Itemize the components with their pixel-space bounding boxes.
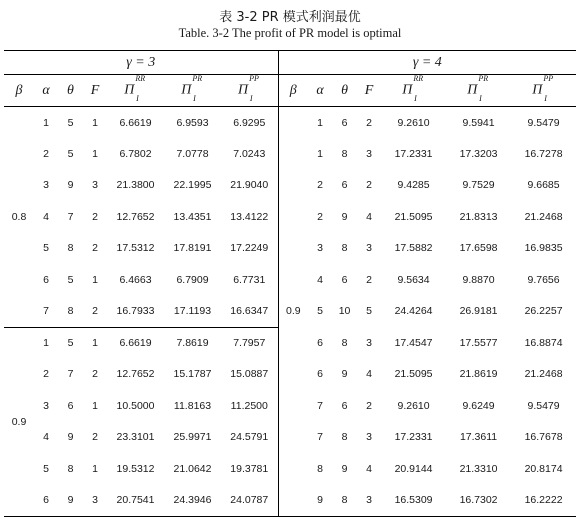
left-theta-cell: 8 [58, 296, 83, 328]
right-f-cell: 3 [366, 336, 372, 349]
left-header-pi-rr [107, 75, 164, 107]
left-alpha-cell: 7 [34, 296, 58, 328]
right-pi-pr-cell: 16.7302 [446, 485, 511, 517]
right-alpha-cell: 9 [308, 485, 332, 517]
pi-symbol: $\Pi^{PR}_I$ [467, 74, 489, 103]
right-pi-pr-cell: 9.8870 [462, 273, 495, 286]
left-theta-cell: 9 [67, 179, 74, 192]
left-alpha-cell: 1 [43, 337, 49, 349]
right-header-pi-pr [446, 75, 511, 107]
right-theta-cell: 6 [341, 116, 348, 129]
left-alpha-cell: 4 [43, 210, 49, 223]
left-theta-cell: 7 [67, 210, 74, 223]
left-pi-pr-cell: 22.1995 [173, 179, 212, 192]
left-f-cell: 2 [92, 242, 98, 255]
left-pi-rr-cell: 21.3800 [116, 179, 155, 192]
pi-symbol: $\Pi^{PP}_I$ [237, 74, 259, 103]
left-header-alpha: α [34, 75, 58, 107]
left-alpha-cell: 1 [43, 116, 49, 129]
right-pi-pp-cell: 16.2222 [511, 485, 576, 517]
table-caption-chinese: 表 3-2 PR 模式利润最优 [219, 10, 361, 25]
right-theta-cell: 8 [341, 242, 348, 255]
left-pi-rr-cell: 6.6619 [119, 116, 152, 129]
left-theta-cell: 8 [67, 462, 74, 475]
right-pi-pp-cell: 9.5479 [527, 399, 560, 412]
right-header-pi-pp [511, 75, 576, 107]
left-pi-pp-cell: 11.2500 [221, 390, 278, 422]
right-theta-cell: 9 [341, 368, 348, 381]
left-f-cell: 3 [83, 485, 107, 517]
left-theta-cell: 5 [67, 337, 74, 349]
left-theta-cell: 6 [67, 399, 74, 412]
table-row [4, 107, 576, 139]
right-theta-cell: 8 [341, 147, 348, 160]
right-pi-rr-cell: 17.4547 [394, 336, 433, 349]
left-pi-pp-cell: 24.0787 [221, 485, 278, 517]
right-f-cell: 3 [366, 242, 372, 255]
right-theta-cell: 8 [332, 485, 357, 517]
left-theta-cell: 5 [67, 273, 74, 286]
left-alpha-cell: 5 [43, 242, 49, 255]
right-pi-pr-cell: 21.8619 [459, 368, 498, 381]
right-pi-pp-cell: 9.6685 [527, 179, 560, 192]
left-alpha-cell: 6 [43, 273, 49, 286]
right-theta-cell: 6 [341, 273, 348, 286]
pi-symbol: $\Pi^{RR}_I$ [402, 74, 424, 103]
right-pi-pp-cell: 16.9835 [524, 242, 563, 255]
left-alpha-cell: 6 [34, 485, 58, 517]
right-f-cell: 3 [357, 485, 381, 517]
left-f-cell: 1 [92, 273, 98, 286]
left-pi-pp-cell: 13.4122 [221, 201, 278, 233]
left-f-cell: 2 [92, 210, 98, 223]
left-f-cell: 2 [92, 368, 98, 381]
left-alpha-cell: 2 [43, 368, 49, 381]
left-alpha-cell: 2 [43, 147, 49, 160]
left-pi-pp-cell: 24.5791 [221, 422, 278, 454]
right-alpha-cell: 6 [317, 336, 323, 349]
left-pi-pr-cell: 11.8163 [173, 399, 212, 412]
left-pi-rr-cell: 12.7652 [116, 368, 155, 381]
left-pi-rr-cell: 10.5000 [116, 399, 155, 412]
right-pi-pp-cell: 16.7278 [524, 147, 563, 160]
left-f-cell: 1 [92, 462, 98, 475]
right-pi-pr-cell: 9.5941 [462, 116, 495, 129]
gamma-header-row [4, 51, 576, 75]
left-pi-pp-cell: 7.0243 [221, 138, 278, 170]
left-pi-pr-cell: 25.9971 [173, 431, 212, 444]
right-alpha-cell: 5 [317, 305, 323, 318]
right-pi-rr-cell: 20.9144 [394, 462, 433, 475]
left-pi-rr-cell: 20.7541 [107, 485, 164, 517]
left-pi-pr-cell: 6.7909 [176, 273, 209, 286]
right-pi-pr-cell: 17.5577 [459, 336, 498, 349]
right-pi-rr-cell: 21.5095 [394, 210, 433, 223]
left-f-cell: 1 [92, 147, 98, 160]
right-pi-pr-cell: 26.9181 [459, 305, 498, 318]
left-f-cell: 1 [92, 116, 98, 129]
left-pi-pr-cell: 15.1787 [173, 368, 212, 381]
right-theta-cell: 8 [341, 336, 348, 349]
right-alpha-cell: 1 [317, 147, 323, 160]
right-header-alpha: α [308, 75, 332, 107]
right-pi-pr-cell: 17.6598 [459, 242, 498, 255]
right-pi-pr-cell: 9.7529 [462, 179, 495, 192]
right-f-cell: 5 [366, 305, 372, 318]
left-alpha-cell: 4 [43, 431, 49, 444]
left-alpha-cell: 3 [43, 179, 49, 192]
right-pi-rr-cell: 17.2331 [394, 147, 433, 160]
left-pi-pr-cell: 17.1193 [164, 296, 221, 328]
left-pi-pr-cell: 7.8619 [176, 337, 209, 349]
right-pi-rr-cell: 9.4285 [397, 179, 430, 192]
right-pi-pp-cell: 16.8874 [524, 336, 563, 349]
left-pi-pp-cell: 6.9295 [221, 107, 278, 139]
left-pi-pr-cell: 7.0778 [176, 147, 209, 160]
left-pi-rr-cell: 12.7652 [116, 210, 155, 223]
left-pi-pr-cell: 13.4351 [173, 210, 212, 223]
left-f-cell: 1 [92, 399, 98, 412]
right-pi-pp-cell: 16.7678 [524, 431, 563, 444]
left-pi-pp-cell: 6.7731 [221, 264, 278, 296]
right-f-cell: 2 [366, 179, 372, 192]
right-alpha-cell: 3 [317, 242, 323, 255]
right-theta-cell: 10 [338, 305, 351, 318]
right-pi-rr-cell: 9.2610 [397, 116, 430, 129]
left-f-cell: 2 [83, 296, 107, 328]
left-pi-pp-cell: 17.2249 [221, 233, 278, 265]
right-header-theta: θ [332, 75, 357, 107]
left-header-beta: β [4, 75, 34, 107]
right-f-cell: 4 [366, 210, 372, 223]
left-theta-cell: 7 [67, 368, 74, 381]
left-pi-pr-cell: 6.9593 [176, 116, 209, 129]
gamma-right-label: γ = 4 [278, 51, 576, 75]
right-alpha-cell: 4 [317, 273, 323, 286]
right-theta-cell: 9 [341, 462, 348, 475]
left-pi-rr-cell: 6.4663 [119, 273, 152, 286]
right-pi-rr-cell: 17.5882 [394, 242, 433, 255]
right-pi-pr-cell: 17.3203 [459, 147, 498, 160]
left-beta-value: 0.9 [4, 327, 34, 516]
left-theta-cell: 5 [67, 116, 74, 129]
right-theta-cell: 8 [341, 431, 348, 444]
left-theta-cell: 9 [58, 485, 83, 517]
left-pi-rr-cell: 17.5312 [116, 242, 155, 255]
right-pi-rr-cell: 21.5095 [394, 368, 433, 381]
left-alpha-cell: 3 [43, 399, 49, 412]
right-alpha-cell: 2 [317, 179, 323, 192]
right-pi-rr-cell: 16.5309 [381, 485, 446, 517]
left-f-cell: 2 [92, 431, 98, 444]
left-pi-pr-cell: 21.0642 [173, 462, 212, 475]
left-beta-value: 0.8 [4, 107, 34, 328]
right-theta-cell: 6 [341, 399, 348, 412]
right-alpha-cell: 7 [317, 431, 323, 444]
left-pi-rr-cell: 6.6619 [119, 337, 152, 349]
right-pi-pp-cell: 21.2468 [524, 368, 563, 381]
right-alpha-cell: 2 [317, 210, 323, 223]
right-f-cell: 2 [366, 116, 372, 129]
right-alpha-cell: 8 [317, 462, 323, 475]
right-pi-rr-cell: 9.2610 [397, 399, 430, 412]
right-pi-pr-cell: 17.3611 [459, 431, 498, 444]
right-pi-pr-cell: 21.3310 [459, 462, 498, 475]
left-alpha-cell: 5 [43, 462, 49, 475]
right-f-cell: 2 [366, 399, 372, 412]
right-f-cell: 3 [366, 147, 372, 160]
left-header-f: F [83, 75, 107, 107]
right-theta-cell: 9 [341, 210, 348, 223]
right-header-beta: β [278, 75, 308, 107]
right-pi-pp-cell: 9.5479 [527, 116, 560, 129]
column-header-row [4, 75, 576, 107]
right-header-f: F [357, 75, 381, 107]
right-pi-pp-cell: 20.8174 [524, 462, 563, 475]
pi-symbol: $\Pi^{PR}_I$ [181, 74, 203, 103]
left-header-pi-pr [164, 75, 221, 107]
left-header-theta: θ [58, 75, 83, 107]
right-alpha-cell: 1 [317, 116, 323, 129]
left-pi-rr-cell: 16.7933 [107, 296, 164, 328]
right-f-cell: 4 [366, 462, 372, 475]
right-header-pi-rr [381, 75, 446, 107]
right-alpha-cell: 7 [317, 399, 323, 412]
left-theta-cell: 8 [67, 242, 74, 255]
left-f-cell: 1 [92, 337, 98, 349]
left-pi-pp-cell: 16.6347 [221, 296, 278, 328]
right-f-cell: 4 [366, 368, 372, 381]
left-pi-pp-cell: 15.0887 [221, 359, 278, 391]
right-pi-pp-cell: 21.2468 [524, 210, 563, 223]
right-pi-rr-cell: 9.5634 [397, 273, 430, 286]
left-pi-rr-cell: 6.7802 [119, 147, 152, 160]
right-theta-cell: 6 [341, 179, 348, 192]
left-header-pi-pp [221, 75, 278, 107]
right-f-cell: 2 [366, 273, 372, 286]
left-pi-rr-cell: 19.5312 [116, 462, 155, 475]
right-pi-pr-cell: 21.8313 [459, 210, 498, 223]
left-pi-pp-cell: 7.7957 [221, 327, 278, 359]
right-beta-value: 0.9 [278, 107, 308, 517]
right-f-cell: 3 [366, 431, 372, 444]
left-pi-pp-cell: 21.9040 [221, 170, 278, 202]
table-caption-english: Table. 3-2 The profit of PR model is optimal [178, 26, 402, 40]
pi-symbol: $\Pi^{PP}_I$ [532, 74, 554, 103]
gamma-left-label: γ = 3 [4, 51, 278, 75]
right-pi-rr-cell: 24.4264 [394, 305, 433, 318]
left-f-cell: 3 [92, 179, 98, 192]
left-theta-cell: 5 [67, 147, 74, 160]
profit-table [4, 50, 576, 517]
left-pi-rr-cell: 23.3101 [116, 431, 155, 444]
left-pi-pr-cell: 24.3946 [164, 485, 221, 517]
right-pi-pr-cell: 9.6249 [462, 399, 495, 412]
right-pi-pp-cell: 26.2257 [524, 305, 563, 318]
pi-symbol: $\Pi^{RR}_I$ [124, 74, 146, 103]
right-pi-pp-cell: 9.7656 [527, 273, 560, 286]
right-alpha-cell: 6 [317, 368, 323, 381]
left-pi-pp-cell: 19.3781 [221, 453, 278, 485]
left-theta-cell: 9 [67, 431, 74, 444]
right-pi-rr-cell: 17.2331 [394, 431, 433, 444]
left-pi-pr-cell: 17.8191 [173, 242, 212, 255]
